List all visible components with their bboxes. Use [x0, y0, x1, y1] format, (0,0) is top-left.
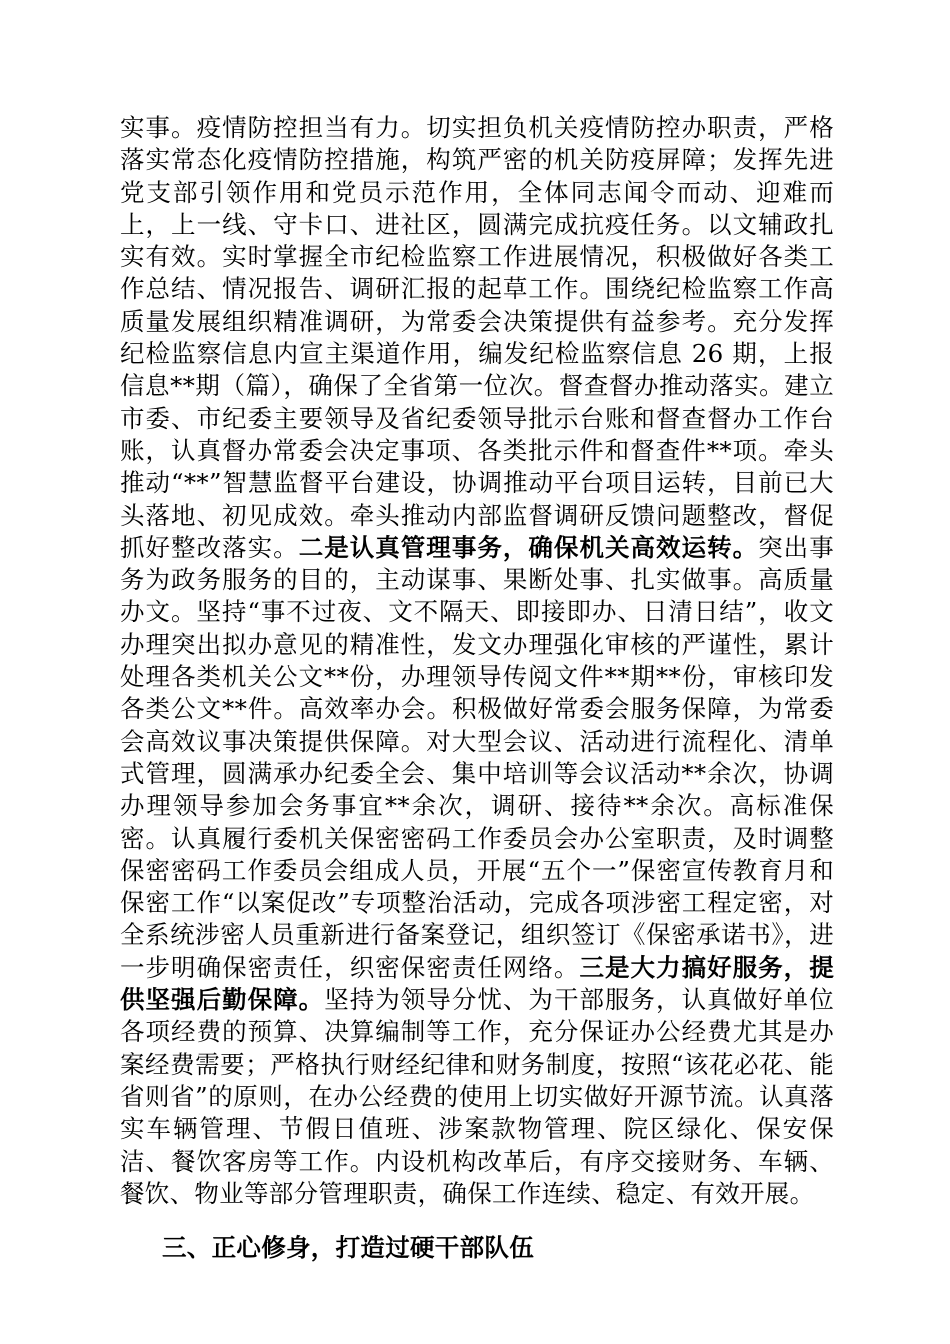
bold-subheading: 二是认真管理事务，确保机关高效运转。: [298, 532, 759, 562]
paragraph-text: 突出事务为政务服务的目的，主动谋事、果断处事、扎实做事。高质量办文。坚持“事不过夜、文不隔天、即接即办、日清日结”，收文办理突出拟办意见的精准性，发文办理强化审核的严谨性，累计处理各类机关公文**份，办理领导传阅文件**期**份，审核印发各类公文**件。高效率办会。积极做好常委会服务保障，为常委会高效议事决策提供保障。对大型会议、活动进行流程化、清单式管理，圆满承办纪委全会、集中培训等会议活动**余次，协调办理领导参加会务事宜**余次，调研、接待**余次。高标准保密。认真履行委机关保密密码工作委员会办公室职责，及时调整保密密码工作委员会组成人员，开展“五个一”保密宣传教育月和保密工作“以案促改”专项整治活动，完成各项涉密工程定密，对全系统涉密人员重新进行备案登记，组织签订《保密承诺书》，进一步明确保密责任，织密保密责任网络。: [120, 532, 834, 982]
paragraph-text: 实事。疫情防控担当有力。切实担负机关疫情防控办职责，严格落实常态化疫情防控措施，构筑严密的机关防疫屏障；发挥先进党支部引领作用和党员示范作用，全体同志闻令而动、迎难而上，上一线、守卡口、进社区，圆满完成抗疫任务。以文辅政扎实有效。实时掌握全市纪检监察工作进展情况，积极做好各类工作总结、情况报告、调研汇报的起草工作。围绕纪检监察工作高质量发展组织精准调研，为常委会决策提供有益参考。充分发挥纪检监察信息内宣主渠道作用，编发纪检监察信息 26 期，上报信息**期（篇），确保了全省第一位次。督查督办推动落实。建立市委、市纪委主要领导及省纪委领导批示台账和督查督办工作台账，认真督办常委会决定事项、各类批示件和督查件**项。牵头推动“**”智慧监督平台建设，协调推动平台项目运转，目前已大头落地、初见成效。牵头推动内部监督调研反馈问题整改，督促抓好整改落实。: [120, 113, 834, 562]
document-page: [120, 112, 834, 1264]
body-paragraph: [120, 112, 834, 1210]
paragraph-text: 坚持为领导分忧、为干部服务，认真做好单位各项经费的预算、决算编制等工作，充分保证办公经费尤其是办案经费需要；严格执行财经纪律和财务制度，按照“该花必花、能省则省”的原则，在办公经费的使用上切实做好开源节流。认真落实车辆管理、节假日值班、涉案款物管理、院区绿化、保安保洁、餐饮客房等工作。内设机构改革后，有序交接财务、车辆、餐饮、物业等部分管理职责，确保工作连续、稳定、有效开展。: [120, 985, 835, 1208]
bold-subheading: 三是大力搞好服务，提供坚强后勤保障。: [120, 952, 834, 1015]
section-heading: 三、正心修身，打造过硬干部队伍: [162, 1233, 534, 1263]
